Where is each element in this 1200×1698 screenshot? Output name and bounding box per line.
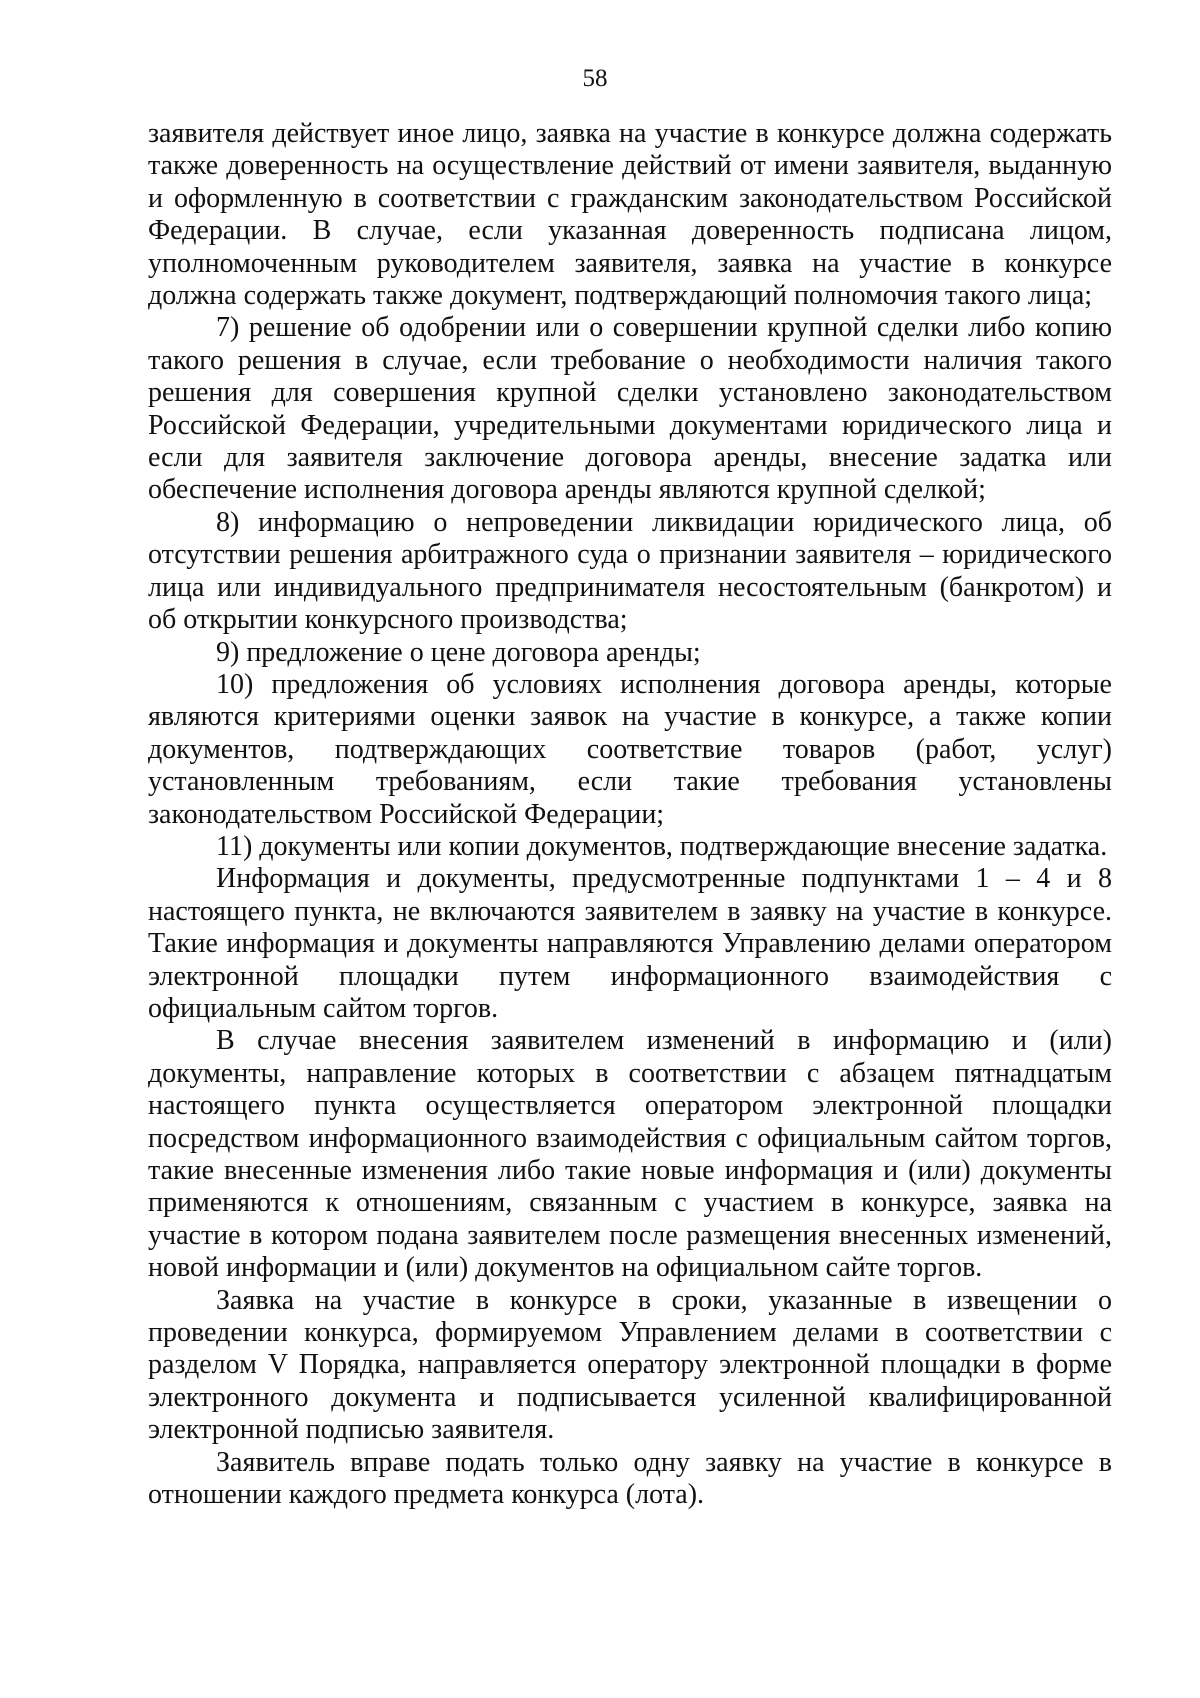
paragraph-item-10: 10) предложения об условиях исполнения договора аренды, которые являются критериями оценки заявок на участие в конкурсе, а также копии документов, подтверждающих соответствие товаров (работ, услуг) установленным требованиям, если такие требования установлены законодательством Российской Федерации; [148, 668, 1112, 830]
paragraph-item-7: 7) решение об одобрении или о совершении крупной сделки либо копию такого решения в случае, если требование о необходимости наличия такого решения для совершения крупной сделки установлено законодательством Российской Федерации, учредительными документами юридического лица и если для заявителя заключение договора аренды, внесение задатка или обеспечение исполнения договора аренды являются крупной сделкой; [148, 312, 1112, 506]
paragraph-item-9: 9) предложение о цене договора аренды; [216, 636, 701, 668]
paragraph-changes: В случае внесения заявителем изменений в информацию и (или) документы, направление которых в соответствии с абзацем пятнадцатым настоящего пункта осуществляется оператором электронной площадки посредством информационного взаимодействия с официальным сайтом торгов, такие внесенные изменения либо такие новые информация и (или) документы применяются к отношениям, связанным с участием в конкурсе, заявка на участие в котором подана заявителем после размещения внесенных изменений, новой информации и (или) документов на официальном сайте торгов. [148, 1025, 1112, 1284]
paragraph-information-documents: Информация и документы, предусмотренные подпунктами 1 – 4 и 8 настоящего пункта, не включаются заявителем в заявку на участие в конкурсе. Такие информация и документы направляются Управлению делами оператором электронной площадки путем информационного взаимодействия с официальным сайтом торгов. [148, 863, 1112, 1024]
paragraph-item-11: 11) документы или копии документов, подтверждающие внесение задатка. [216, 830, 1108, 862]
document-body [148, 118, 1112, 1511]
page-number: 58 [582, 65, 608, 92]
paragraph-application-submission: Заявка на участие в конкурсе в сроки, указанные в извещении о проведении конкурса, формируемом Управлением делами в соответствии с разделом V Порядка, направляется оператору электронной площадки в форме электронного документа и подписывается усиленной квалифицированной электронной подписью заявителя. [148, 1284, 1112, 1446]
paragraph-continuation: заявителя действует иное лицо, заявка на участие в конкурсе должна содержать также доверенность на осуществление действий от имени заявителя, выданную и оформленную в соответствии с гражданским законодательством Российской Федерации. В случае, если указанная доверенность подписана лицом, уполномоченным руководителем заявителя, заявка на участие в конкурсе должна содержать также документ, подтверждающий полномочия такого лица; [148, 118, 1112, 312]
paragraph-one-application: Заявитель вправе подать только одну заявку на участие в конкурсе в отношении каждого предмета конкурса (лота). [148, 1446, 1112, 1511]
paragraph-item-8: 8) информацию о непроведении ликвидации юридического лица, об отсутствии решения арбитражного суда о признании заявителя – юридического лица или индивидуального предпринимателя несостоятельным (банкротом) и об открытии конкурсного производства; [148, 506, 1112, 636]
